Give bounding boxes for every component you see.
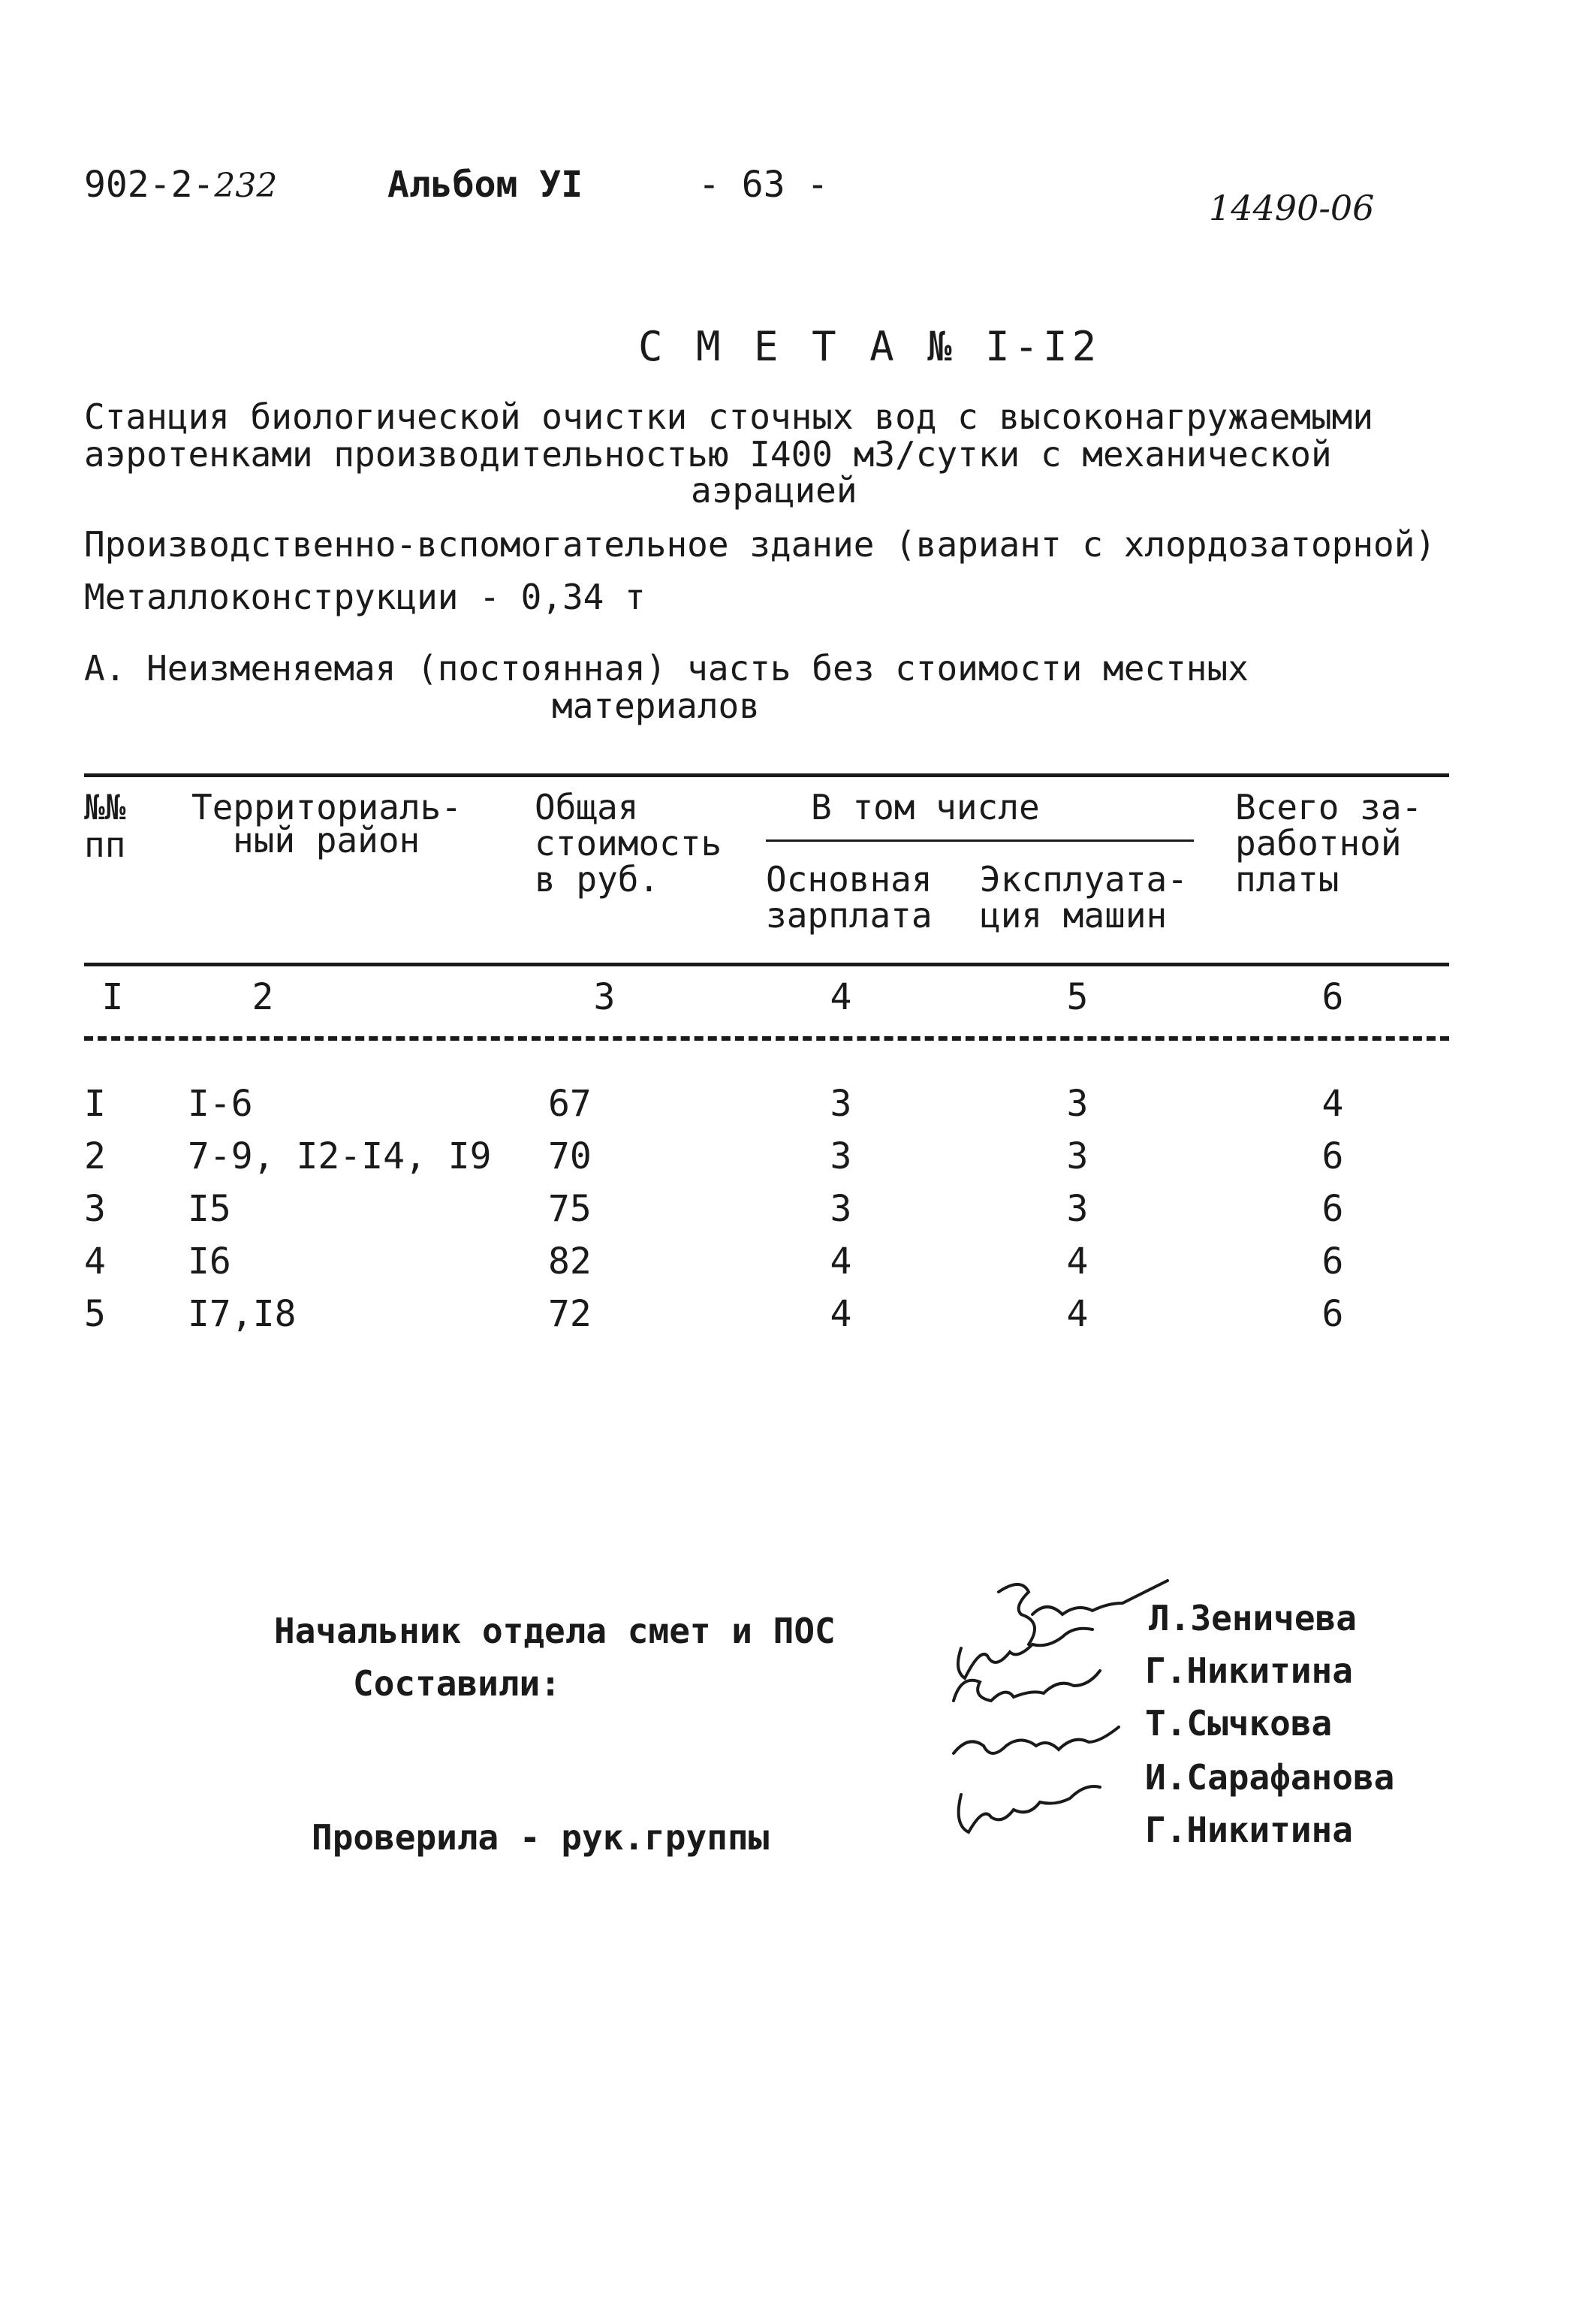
row-region: I7,I8 bbox=[188, 1293, 297, 1335]
header-total-l1: Общая bbox=[535, 787, 639, 827]
row-total: 75 bbox=[548, 1188, 592, 1230]
row-region: I-6 bbox=[188, 1083, 253, 1125]
row-number: 2 bbox=[84, 1135, 106, 1177]
signer-name: И.Сарафанова bbox=[1145, 1757, 1395, 1798]
compiled-label: Составили: bbox=[353, 1663, 561, 1704]
row-number: 4 bbox=[84, 1240, 106, 1283]
row-base-wages: 3 bbox=[830, 1083, 852, 1125]
row-number: 5 bbox=[84, 1293, 106, 1335]
row-number: I bbox=[84, 1083, 106, 1125]
header-base-l1: Основная bbox=[766, 859, 933, 900]
row-base-wages: 4 bbox=[830, 1293, 852, 1335]
signature-stroke bbox=[954, 1727, 1119, 1753]
description-line-3: аэрацией bbox=[691, 470, 857, 511]
row-region: I5 bbox=[188, 1188, 231, 1230]
signature-stroke bbox=[954, 1671, 1100, 1701]
chief-label: Начальник отдела смет и ПОС bbox=[274, 1611, 836, 1651]
row-number: 3 bbox=[84, 1188, 106, 1230]
description-line-1: Станция биологической очистки сточных вод с высоконагружаемыми bbox=[84, 396, 1374, 437]
header-wages-l2: работной bbox=[1235, 823, 1402, 864]
header-num-l1: №№ bbox=[84, 787, 126, 827]
header-bottom-rule bbox=[84, 963, 1449, 966]
col-number: 3 bbox=[593, 976, 616, 1018]
signature-stroke bbox=[1032, 1581, 1168, 1614]
row-total-wages: 6 bbox=[1321, 1293, 1344, 1335]
checked-label: Проверила - рук.группы bbox=[312, 1817, 770, 1858]
col-number: I bbox=[101, 976, 124, 1018]
header-including: В том числе bbox=[811, 787, 1040, 827]
signer-name: Г.Никитина bbox=[1145, 1810, 1353, 1850]
page-number: - 63 - bbox=[698, 164, 829, 206]
col-number: 4 bbox=[830, 976, 852, 1018]
col-number: 5 bbox=[1066, 976, 1089, 1018]
row-total: 67 bbox=[548, 1083, 592, 1125]
signer-name: Г.Никитина bbox=[1145, 1650, 1353, 1691]
metal-structures: Металлоконструкции - 0,34 т bbox=[84, 577, 646, 617]
header-machines-l2: ция машин bbox=[980, 895, 1168, 936]
header-num-l2: пп bbox=[84, 824, 126, 865]
row-total: 70 bbox=[548, 1135, 592, 1177]
header-total-l3: в руб. bbox=[535, 859, 660, 900]
signature-stroke bbox=[999, 1584, 1035, 1644]
header-region-l2: ный район bbox=[233, 820, 420, 861]
signature-stroke bbox=[958, 1629, 1092, 1678]
row-base-wages: 3 bbox=[830, 1135, 852, 1177]
header-wages-l1: Всего за- bbox=[1235, 787, 1423, 827]
document-code bbox=[84, 164, 277, 206]
row-machines: 3 bbox=[1066, 1135, 1089, 1177]
row-base-wages: 3 bbox=[830, 1188, 852, 1230]
row-region: I6 bbox=[188, 1240, 231, 1283]
row-total-wages: 6 bbox=[1321, 1135, 1344, 1177]
inventory-number: 14490-06 bbox=[1209, 188, 1375, 228]
album-label: Альбом УI bbox=[387, 164, 583, 206]
row-machines: 4 bbox=[1066, 1240, 1089, 1283]
document-title: С М Е Т А № I-I2 bbox=[638, 323, 1101, 370]
section-heading-line-1: А. Неизменяемая (постоянная) часть без стоимости местных bbox=[84, 648, 1249, 689]
signature-stroke bbox=[959, 1786, 1100, 1832]
row-total-wages: 6 bbox=[1321, 1240, 1344, 1283]
header-base-l2: зарплата bbox=[766, 895, 933, 936]
signer-name: Т.Сычкова bbox=[1145, 1703, 1333, 1744]
document-code-handwritten: 232 bbox=[214, 167, 278, 205]
row-base-wages: 4 bbox=[830, 1240, 852, 1283]
header-machines-l1: Эксплуата- bbox=[980, 859, 1188, 900]
row-region: 7-9, I2-I4, I9 bbox=[188, 1135, 492, 1177]
header-including-rule bbox=[766, 839, 1194, 842]
building-description: Производственно-вспомогательное здание (вариант с хлордозаторной) bbox=[84, 524, 1436, 565]
row-machines: 3 bbox=[1066, 1083, 1089, 1125]
table-top-rule bbox=[84, 773, 1449, 777]
row-total-wages: 4 bbox=[1321, 1083, 1344, 1125]
col-number: 2 bbox=[252, 976, 274, 1018]
row-total-wages: 6 bbox=[1321, 1188, 1344, 1230]
row-machines: 4 bbox=[1066, 1293, 1089, 1335]
row-total: 82 bbox=[548, 1240, 592, 1283]
description-line-2: аэротенками производительностью I400 м3/сутки с механической bbox=[84, 434, 1332, 475]
header-wages-l3: платы bbox=[1235, 859, 1339, 900]
row-machines: 3 bbox=[1066, 1188, 1089, 1230]
row-total: 72 bbox=[548, 1293, 592, 1335]
header-region-l1: Территориаль- bbox=[191, 787, 463, 827]
header-total-l2: стоимость bbox=[535, 823, 722, 864]
col-number: 6 bbox=[1321, 976, 1344, 1018]
section-heading-line-2: материалов bbox=[552, 686, 760, 726]
column-numbers-dashed-rule bbox=[84, 1036, 1449, 1041]
signer-name: Л.Зеничева bbox=[1149, 1598, 1357, 1638]
document-code-printed: 902-2- bbox=[84, 164, 215, 206]
